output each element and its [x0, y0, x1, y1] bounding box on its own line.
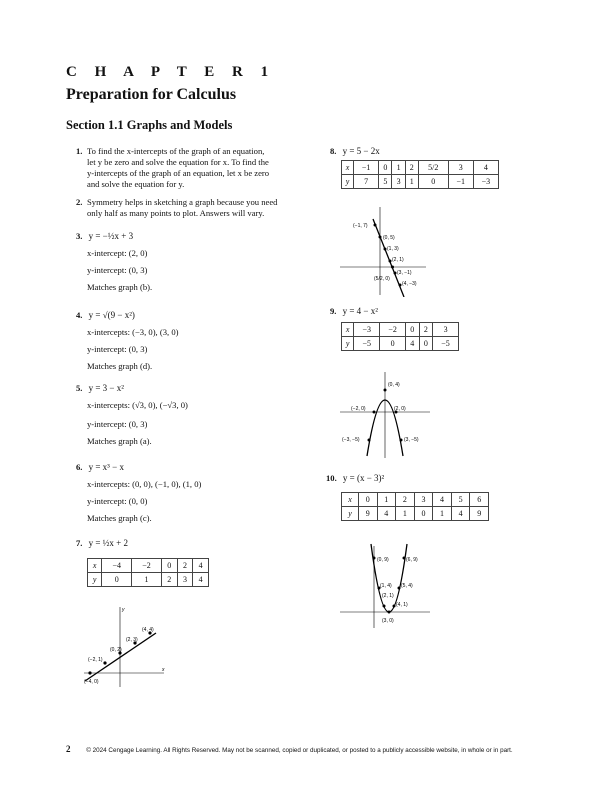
point-label: (5/2, 0) [374, 276, 390, 282]
axis-label: x [162, 667, 165, 673]
exercise-10 [326, 473, 384, 484]
equation: y = −½x + 3 [88, 231, 134, 241]
equation: y = 4 − x² [342, 306, 378, 316]
section-title: Section 1.1 Graphs and Models [66, 118, 233, 132]
exercise-number: 2. [76, 197, 83, 207]
exercise-number: 5. [76, 383, 83, 393]
table-row [342, 337, 459, 351]
values-table [341, 492, 489, 521]
text-line: only half as many points to plot. Answers will vary. [87, 208, 265, 218]
table-cell: 6 [470, 493, 489, 507]
page-number: 2 [66, 744, 71, 754]
table-cell: −4 [102, 559, 132, 573]
table-cell: 3 [414, 493, 433, 507]
graph-9 [338, 368, 434, 460]
copyright-notice: © 2024 Cengage Learning. All Rights Reserved. May not be scanned, copied or duplicated, or posted to a publicly accessible website, in whole or in part. [86, 747, 513, 754]
equation: y = 3 − x² [88, 383, 124, 393]
graph-7 [82, 603, 168, 689]
table-row [342, 175, 499, 189]
table-cell: 7 [354, 175, 379, 189]
values-table [87, 558, 209, 587]
point-label: (0, 9) [377, 557, 389, 563]
match-text: Matches graph (a). [87, 436, 152, 446]
table-cell: −5 [433, 337, 459, 351]
point-label: (−2, 0) [351, 406, 366, 412]
y-intercept: y-intercept: (0, 0) [87, 496, 148, 506]
exercise-1 [76, 146, 270, 189]
x-intercept: x-intercepts: (−3, 0), (3, 0) [87, 327, 179, 337]
exercise-4 [76, 310, 178, 372]
exercise-number: 9. [330, 306, 337, 316]
point-label: (4, 1) [396, 602, 408, 608]
table-cell: y [342, 175, 354, 189]
values-table [341, 160, 499, 189]
page-footer [66, 744, 513, 754]
exercise-9 [330, 306, 378, 317]
exercise-2 [76, 197, 278, 218]
table-row [342, 323, 459, 337]
match-text: Matches graph (d). [87, 361, 153, 371]
table-cell: −2 [132, 559, 162, 573]
table-cell: 4 [473, 161, 498, 175]
table-cell: 3 [392, 175, 405, 189]
table-cell: −2 [380, 323, 406, 337]
point-label: (−4, 0) [84, 679, 99, 685]
text-line: To find the x-intercepts of the graph of an equation, [87, 146, 265, 156]
chapter-title: Preparation for Calculus [66, 86, 237, 103]
axis-label: y [122, 607, 125, 613]
point-label: (−3, −5) [342, 437, 360, 443]
point-label: (4, −3) [402, 281, 417, 287]
table-cell: 4 [451, 507, 470, 521]
table-cell: 3 [177, 573, 193, 587]
point-label: (0, 4) [388, 382, 400, 388]
point-label: (5, 4) [401, 583, 413, 589]
table-cell: −1 [354, 161, 379, 175]
point-label: (0, 5) [383, 235, 395, 241]
table-cell: 9 [470, 507, 489, 521]
y-intercept: y-intercept: (0, 3) [87, 344, 148, 354]
table-row [342, 507, 489, 521]
x-intercept: x-intercept: (2, 0) [87, 248, 148, 258]
graph-8 [338, 205, 430, 297]
table-cell: 0 [102, 573, 132, 587]
text-line: let y be zero and solve the equation for x. To find the [87, 157, 269, 167]
table-row [342, 161, 499, 175]
exercise-number: 4. [76, 310, 83, 320]
table-cell: 0 [418, 175, 448, 189]
table-cell: 4 [433, 493, 452, 507]
chapter-label: C H A P T E R 1 [66, 64, 276, 80]
table-cell: 0 [406, 323, 420, 337]
point-label: (1, 3) [387, 246, 399, 252]
table-row [88, 573, 209, 587]
equation: y = ½x + 2 [88, 538, 129, 548]
point-label: (2, 1) [382, 593, 394, 599]
table-cell: 5/2 [418, 161, 448, 175]
exercise-number: 1. [76, 146, 83, 156]
exercise-8 [330, 146, 380, 157]
y-intercept: y-intercept: (0, 3) [87, 265, 148, 275]
table-cell: 2 [405, 161, 418, 175]
table-cell: 9 [358, 507, 377, 521]
table-cell: −5 [354, 337, 380, 351]
exercise-7 [76, 538, 128, 549]
equation: y = (x − 3)² [342, 473, 385, 483]
table-cell: x [342, 161, 354, 175]
match-text: Matches graph (b). [87, 282, 153, 292]
table-cell: 1 [392, 161, 405, 175]
table-cell: −3 [354, 323, 380, 337]
point-label: (1, 4) [380, 583, 392, 589]
x-intercept: x-intercepts: (0, 0), (−1, 0), (1, 0) [87, 479, 202, 489]
table-cell: 2 [177, 559, 193, 573]
table-cell: 1 [377, 493, 396, 507]
table-cell: 1 [132, 573, 162, 587]
equation: y = √(9 − x²) [88, 310, 135, 320]
table-cell: 0 [358, 493, 377, 507]
table-cell: 5 [379, 175, 392, 189]
text-line: Symmetry helps in sketching a graph because you need [87, 197, 278, 207]
table-cell: 1 [433, 507, 452, 521]
table-cell: y [88, 573, 102, 587]
exercise-3 [76, 231, 152, 293]
text-line: and solve the equation for y. [87, 179, 185, 189]
point-label: (4, 4) [142, 627, 154, 633]
table-cell: x [342, 323, 354, 337]
table-cell: 2 [419, 323, 433, 337]
table-cell: 0 [414, 507, 433, 521]
equation: y = 5 − 2x [342, 146, 380, 156]
table-cell: 4 [193, 573, 209, 587]
table-cell: 1 [396, 507, 415, 521]
point-label: (6, 9) [406, 557, 418, 563]
table-cell: −1 [448, 175, 473, 189]
table-cell: 0 [419, 337, 433, 351]
exercise-number: 10. [326, 473, 337, 483]
exercise-number: 3. [76, 231, 83, 241]
table-cell: 0 [380, 337, 406, 351]
table-cell: 2 [161, 573, 177, 587]
table-row [88, 559, 209, 573]
table-cell: 3 [433, 323, 459, 337]
table-cell: y [342, 507, 359, 521]
graph-10 [338, 540, 434, 632]
exercise-number: 7. [76, 538, 83, 548]
exercise-6 [76, 462, 201, 524]
point-label: (3, −5) [404, 437, 419, 443]
point-label: (0, 2) [110, 647, 122, 653]
table-row [342, 493, 489, 507]
point-label: (−1, 7) [353, 223, 368, 229]
table-cell: y [342, 337, 354, 351]
point-label: (−2, 1) [88, 657, 103, 663]
point-label: (3, 0) [382, 618, 394, 624]
table-cell: 3 [448, 161, 473, 175]
table-cell: 5 [451, 493, 470, 507]
values-table [341, 322, 459, 351]
exercise-5 [76, 383, 188, 447]
x-intercept: x-intercepts: (√3, 0), (−√3, 0) [87, 400, 188, 410]
point-label: (2, 1) [392, 257, 404, 263]
table-cell: 0 [379, 161, 392, 175]
table-cell: 0 [161, 559, 177, 573]
point-label: (2, 0) [394, 406, 406, 412]
table-cell: x [342, 493, 359, 507]
point-label: (2, 3) [126, 637, 138, 643]
exercise-number: 8. [330, 146, 337, 156]
y-intercept: y-intercept: (0, 3) [87, 419, 148, 429]
table-cell: 4 [193, 559, 209, 573]
table-cell: x [88, 559, 102, 573]
point-label: (3, −1) [397, 270, 412, 276]
table-cell: 1 [405, 175, 418, 189]
table-cell: 2 [396, 493, 415, 507]
text-line: y-intercepts of the graph of an equation, let x be zero [87, 168, 270, 178]
equation: y = x³ − x [88, 462, 124, 472]
match-text: Matches graph (c). [87, 513, 152, 523]
table-cell: 4 [406, 337, 420, 351]
table-cell: 4 [377, 507, 396, 521]
exercise-number: 6. [76, 462, 83, 472]
table-cell: −3 [473, 175, 498, 189]
